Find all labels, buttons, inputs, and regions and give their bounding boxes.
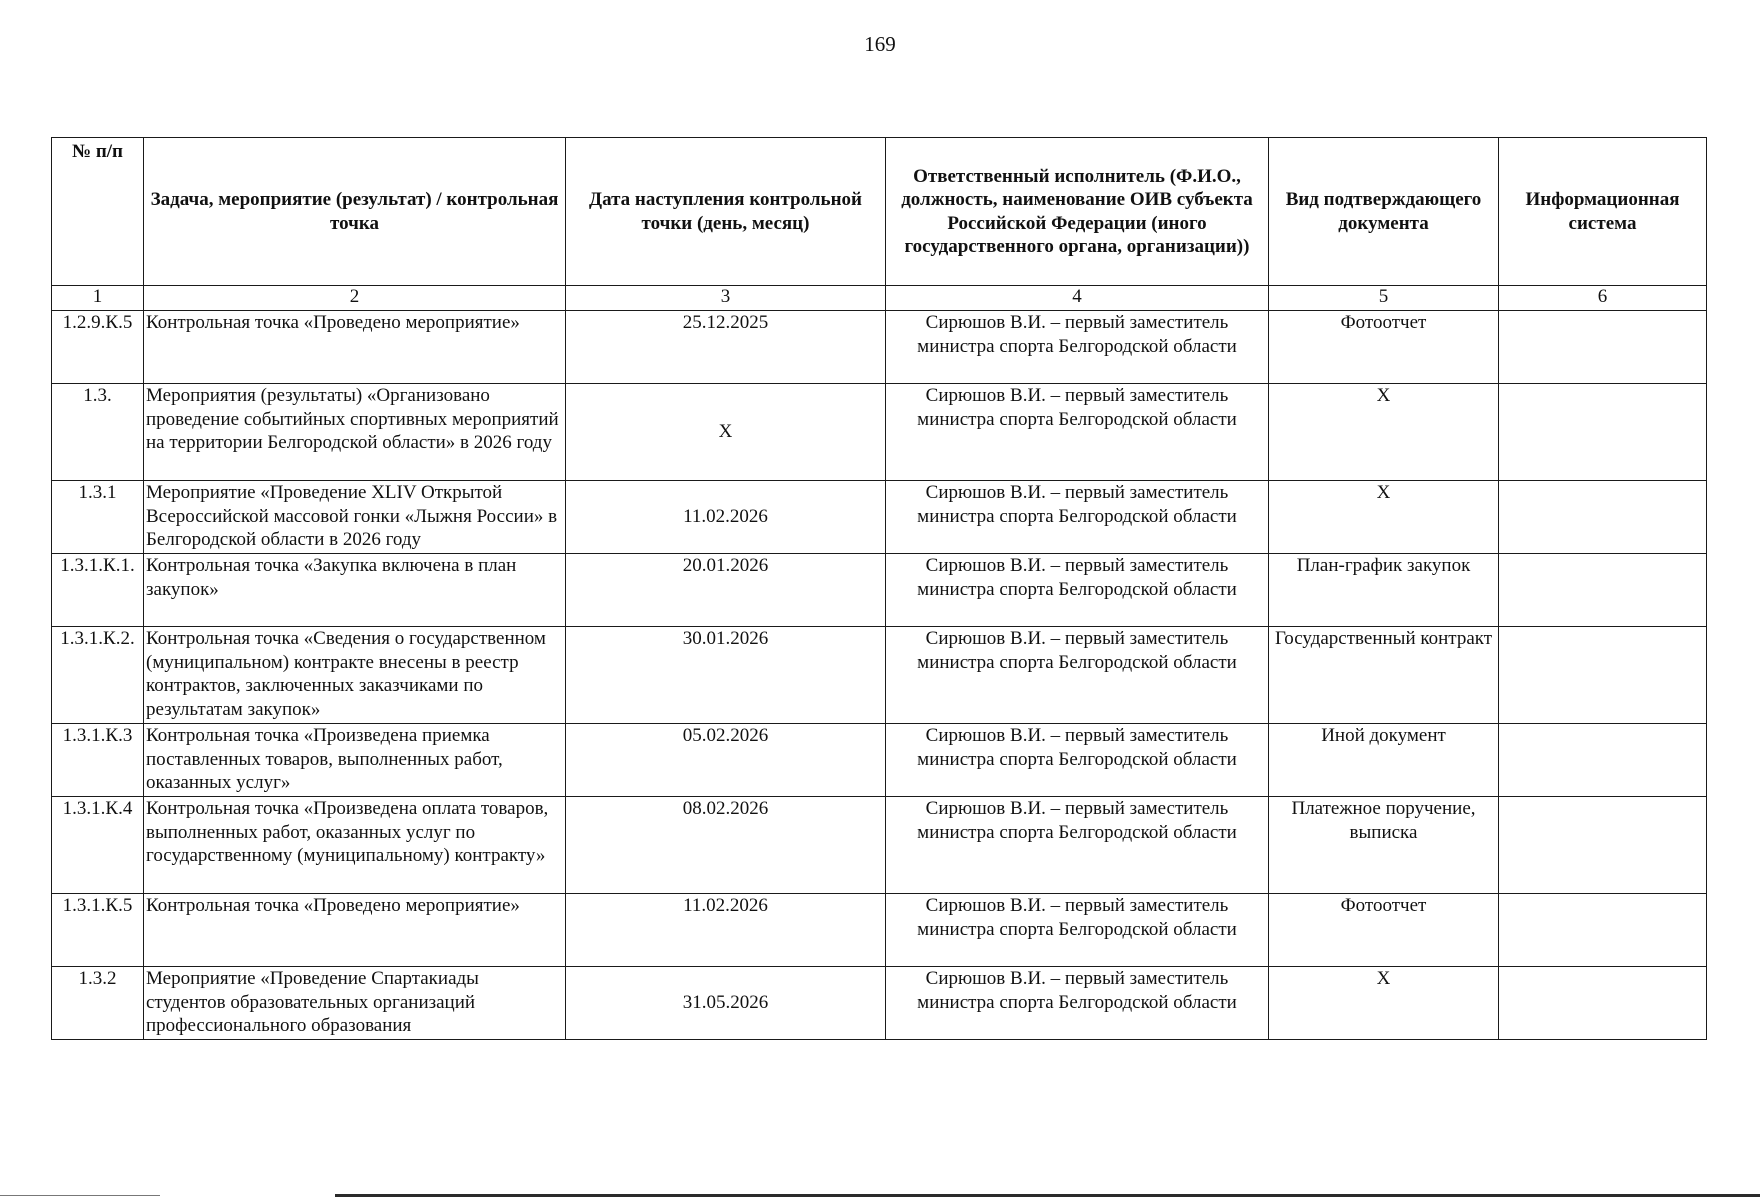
row-date: 30.01.2026 [566,627,886,724]
row-doc-type: Государственный контракт [1269,627,1499,724]
row-info-system [1499,627,1707,724]
row-responsible: Сирюшов В.И. – первый заместитель министра спорта Белгородской области [886,554,1269,627]
scan-edge-line [0,1195,160,1196]
row-number: 1.3.1.К.1. [52,554,144,627]
header-date: Дата наступления контрольной точки (день, месяц) [566,138,886,286]
row-doc-type: Иной документ [1269,724,1499,797]
table-row [52,481,1707,554]
row-date: 11.02.2026 [566,481,886,554]
row-date: X [566,384,886,481]
row-doc-type: X [1269,481,1499,554]
table-row [52,967,1707,1040]
table-row [52,894,1707,967]
table-row [52,627,1707,724]
row-task: Мероприятие «Проведение XLIV Открытой Всероссийской массовой гонки «Лыжня России» в Белгородской области в 2026 году [144,481,566,554]
row-task: Контрольная точка «Закупка включена в план закупок» [144,554,566,627]
column-index: 1 [52,286,144,311]
table-header-row [52,138,1707,286]
row-doc-type: Фотоотчет [1269,894,1499,967]
row-number: 1.3. [52,384,144,481]
row-number: 1.3.1.К.2. [52,627,144,724]
row-task: Контрольная точка «Произведена приемка поставленных товаров, выполненных работ, оказанных услуг» [144,724,566,797]
header-doc-type: Вид подтверждающего документа [1269,138,1499,286]
row-task: Контрольная точка «Сведения о государственном (муниципальном) контракте внесены в реестр контрактов, заключенных заказчиками по результатам закупок» [144,627,566,724]
row-responsible: Сирюшов В.И. – первый заместитель министра спорта Белгородской области [886,724,1269,797]
row-number: 1.2.9.К.5 [52,311,144,384]
row-responsible: Сирюшов В.И. – первый заместитель министра спорта Белгородской области [886,797,1269,894]
column-index: 4 [886,286,1269,311]
row-info-system [1499,724,1707,797]
row-responsible: Сирюшов В.И. – первый заместитель министра спорта Белгородской области [886,967,1269,1040]
table-row [52,311,1707,384]
row-responsible: Сирюшов В.И. – первый заместитель министра спорта Белгородской области [886,481,1269,554]
row-task: Мероприятие «Проведение Спартакиады студентов образовательных организаций профессионального образования [144,967,566,1040]
row-task: Контрольная точка «Проведено мероприятие» [144,894,566,967]
row-task: Контрольная точка «Произведена оплата товаров, выполненных работ, оказанных услуг по государственному (муниципальному) контракту» [144,797,566,894]
row-date: 31.05.2026 [566,967,886,1040]
row-number: 1.3.1.К.3 [52,724,144,797]
table-row [52,384,1707,481]
row-responsible: Сирюшов В.И. – первый заместитель министра спорта Белгородской области [886,627,1269,724]
row-info-system [1499,797,1707,894]
table-row [52,797,1707,894]
header-info-system: Информационная система [1499,138,1707,286]
row-number: 1.3.1.К.4 [52,797,144,894]
column-index: 2 [144,286,566,311]
row-number: 1.3.2 [52,967,144,1040]
table-row [52,724,1707,797]
page-number: 169 [864,32,896,56]
row-doc-type: План-график закупок [1269,554,1499,627]
row-date: 11.02.2026 [566,894,886,967]
row-date: 25.12.2025 [566,311,886,384]
row-info-system [1499,481,1707,554]
column-index: 5 [1269,286,1499,311]
header-task: Задача, мероприятие (результат) / контрольная точка [144,138,566,286]
header-num: № п/п [52,138,144,286]
row-task: Контрольная точка «Проведено мероприятие» [144,311,566,384]
row-info-system [1499,554,1707,627]
row-responsible: Сирюшов В.И. – первый заместитель министра спорта Белгородской области [886,384,1269,481]
row-info-system [1499,384,1707,481]
row-responsible: Сирюшов В.И. – первый заместитель министра спорта Белгородской области [886,311,1269,384]
row-date: 05.02.2026 [566,724,886,797]
row-doc-type: Платежное поручение, выписка [1269,797,1499,894]
row-number: 1.3.1.К.5 [52,894,144,967]
scan-edge-line [335,1194,1760,1197]
control-points-table [51,137,1707,1040]
row-info-system [1499,967,1707,1040]
header-responsible: Ответственный исполнитель (Ф.И.О., должность, наименование ОИВ субъекта Российской Федерации (иного государственного органа, организации)) [886,138,1269,286]
column-index: 3 [566,286,886,311]
row-doc-type: Фотоотчет [1269,311,1499,384]
row-info-system [1499,894,1707,967]
row-number: 1.3.1 [52,481,144,554]
column-index-row [52,286,1707,311]
column-index: 6 [1499,286,1707,311]
row-info-system [1499,311,1707,384]
row-date: 20.01.2026 [566,554,886,627]
row-date: 08.02.2026 [566,797,886,894]
table-row [52,554,1707,627]
row-task: Мероприятия (результаты) «Организовано проведение событийных спортивных мероприятий на территории Белгородской области» в 2026 году [144,384,566,481]
row-doc-type: X [1269,384,1499,481]
row-doc-type: X [1269,967,1499,1040]
row-responsible: Сирюшов В.И. – первый заместитель министра спорта Белгородской области [886,894,1269,967]
